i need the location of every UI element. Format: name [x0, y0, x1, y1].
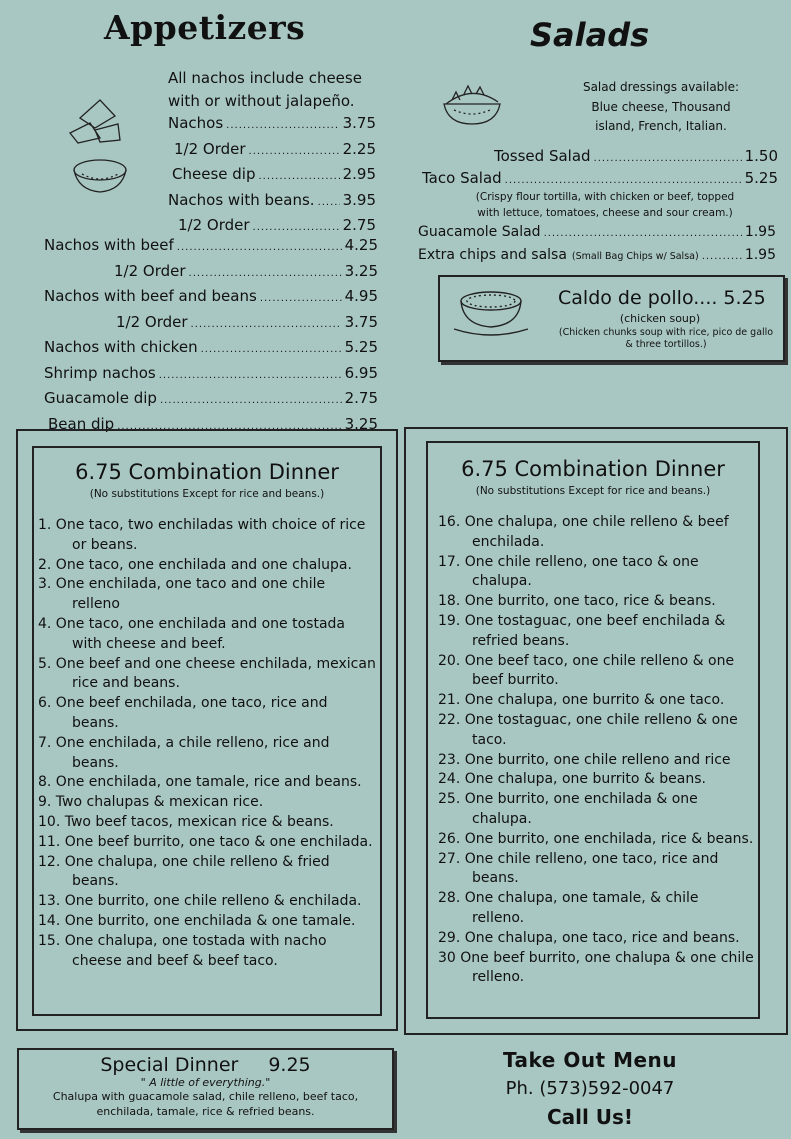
nacho-plate-icon — [60, 88, 140, 198]
soup-bowl-icon — [450, 283, 532, 339]
item-name: Nachos with beef — [44, 236, 174, 254]
menu-item — [168, 163, 376, 189]
item-name: Extra chips and salsa — [418, 247, 567, 263]
special-tagline: " A little of everything." — [140, 1076, 271, 1089]
combo-item: 3. One enchilada, one taco and one chile relleno — [38, 576, 326, 613]
item-price: 3.25 — [344, 261, 378, 280]
item-name: 1/2 Order — [114, 261, 186, 280]
leader-dots — [260, 288, 342, 311]
item-price: 4.95 — [344, 287, 378, 305]
leader-dots — [201, 339, 342, 362]
combo-left-list — [34, 500, 380, 971]
combo-item: 14. One burrito, one enchilada & one tamale. — [38, 912, 356, 929]
leader-dots — [249, 141, 340, 164]
item-name: Guacamole Salad — [418, 224, 541, 240]
caldo-box — [438, 275, 785, 362]
combo-item: 16. One chalupa, one chile relleno & beef enchilada. — [438, 514, 729, 550]
combo-left-inner — [32, 446, 382, 1016]
menu-item — [44, 387, 378, 413]
item-name: Guacamole dip — [44, 389, 157, 407]
combo-left-outer — [16, 429, 398, 1031]
item-price: 1.50 — [744, 147, 778, 165]
call-us-text: Call Us! — [546, 1105, 634, 1129]
item-price: 2.75 — [342, 216, 376, 234]
combo-title: 6.75 Combination Dinner — [461, 457, 725, 481]
item-price: 5.25 — [344, 338, 378, 356]
combo-item: 11. One beef burrito, one taco & one enchilada. — [38, 833, 373, 850]
combo-item: 5. One beef and one cheese enchilada, mexican rice and beans. — [38, 655, 376, 692]
item-price: 6.95 — [344, 363, 378, 382]
menu-item — [418, 221, 776, 246]
item-name: Nachos with beans. — [168, 190, 315, 209]
item-name: 1/2 Order — [178, 216, 250, 234]
menu-item — [44, 285, 378, 311]
salad-bowl-icon — [438, 80, 506, 128]
menu-item — [168, 189, 376, 215]
item-name: Tossed Salad — [494, 147, 591, 165]
combo-item: 8. One enchilada, one tamale, rice and beans. — [38, 774, 362, 791]
combo-item: 21. One chalupa, one burrito & one taco. — [438, 692, 725, 709]
note-line: All nachos include cheese — [168, 69, 362, 87]
special-title: Special Dinner — [100, 1054, 239, 1076]
combo-item: 17. One chile relleno, one taco & one chalupa. — [438, 553, 699, 590]
combo-item: 10. Two beef tacos, mexican rice & beans. — [38, 813, 334, 830]
item-price: 1.95 — [744, 224, 776, 240]
menu-item — [44, 260, 378, 286]
salads-heading: Salads — [530, 16, 650, 54]
item-price: 3.75 — [344, 312, 378, 331]
menu-item — [44, 336, 378, 362]
menu-item — [168, 138, 376, 164]
dressings-line: island, French, Italian. — [595, 119, 727, 133]
caldo-desc — [552, 327, 780, 351]
takeout-title: Take Out Menu — [502, 1048, 678, 1072]
combo-item: 26. One burrito, one enchilada, rice & beans. — [438, 830, 754, 847]
taco-salad-desc — [440, 189, 770, 221]
desc-line: (Chicken chunks soup with rice, pico de gallo — [558, 327, 774, 338]
leader-dots — [702, 246, 742, 269]
item-price: 1.95 — [744, 247, 776, 263]
appetizers-heading: Appetizers — [104, 8, 306, 47]
item-name: Shrimp nachos — [44, 363, 156, 382]
caldo-title: Caldo de pollo.... 5.25 — [558, 287, 766, 309]
salad-chips — [418, 244, 776, 269]
leader-dots — [191, 314, 342, 337]
item-price: 5.25 — [744, 169, 778, 187]
item-name: Nachos — [168, 114, 224, 132]
item-name: Nachos with chicken — [44, 338, 198, 356]
combo-item: 28. One chalupa, one tamale, & chile relleno. — [438, 890, 699, 926]
combo-item: 27. One chile relleno, one taco, rice and beans. — [438, 850, 719, 887]
note-line: with or without jalapeño. — [168, 92, 355, 110]
combo-right-inner — [426, 441, 760, 1019]
combo-sub: (No substitutions Except for rice and beans.) — [89, 488, 325, 500]
combo-right-header — [428, 443, 758, 497]
combo-item: 25. One burrito, one enchilada & one chalupa. — [438, 791, 698, 827]
desc-line: & three tortillos.) — [625, 339, 707, 350]
combo-left-header — [34, 448, 380, 500]
appetizer-top-list — [168, 112, 376, 240]
combo-item: 29. One chalupa, one taco, rice and beans. — [438, 929, 740, 946]
item-name: Cheese dip — [172, 165, 256, 183]
item-name: 1/2 Order — [116, 312, 188, 331]
combo-right-list — [428, 497, 758, 988]
item-name: 1/2 Order — [174, 139, 246, 158]
salad-guac — [418, 221, 776, 246]
combo-item: 18. One burrito, one taco, rice & beans. — [438, 593, 716, 610]
combo-item: 30 One beef burrito, one chalupa & one chile relleno. — [438, 949, 754, 986]
item-price: 3.75 — [342, 114, 376, 132]
takeout-phone[interactable]: Ph. (573)592-0047 — [505, 1078, 675, 1099]
item-price: 3.95 — [342, 190, 376, 209]
desc-line: (Crispy flour tortilla, with chicken or beef, topped — [475, 191, 735, 203]
combo-item: 6. One beef enchilada, one taco, rice and beans. — [38, 695, 328, 731]
combo-item: 22. One tostaguac, one chile relleno & one taco. — [438, 711, 738, 748]
item-name: Taco Salad — [422, 169, 502, 187]
combo-item: 15. One chalupa, one tostada with nacho cheese and beef & beef taco. — [38, 932, 327, 969]
desc-line: Chalupa with guacamole salad, chile relleno, beef taco, — [52, 1090, 359, 1103]
item-note: (Small Bag Chips w/ Salsa) — [571, 251, 699, 262]
combo-sub: (No substitutions Except for rice and beans.) — [475, 485, 711, 497]
combo-item: 7. One enchilada, a chile relleno, rice and beans. — [38, 734, 330, 771]
leader-dots — [189, 263, 342, 286]
special-dinner-box — [17, 1048, 394, 1130]
leader-dots — [544, 223, 742, 246]
menu-item — [418, 244, 776, 269]
takeout-block — [470, 1048, 710, 1129]
menu-item — [44, 311, 378, 337]
menu-item — [168, 112, 376, 138]
item-price: 3.25 — [344, 414, 378, 433]
dressings-line: Salad dressings available: — [582, 80, 740, 94]
item-price: 2.75 — [344, 389, 378, 407]
leader-dots — [160, 390, 342, 413]
desc-line: with lettuce, tomatoes, cheese and sour cream.) — [477, 207, 733, 219]
dressings-line: Blue cheese, Thousand — [591, 99, 731, 114]
combo-item: 4. One taco, one enchilada and one tostada with cheese and beef. — [38, 615, 346, 652]
leader-dots — [159, 365, 342, 388]
combo-item: 2. One taco, one enchilada and one chalupa. — [38, 556, 352, 573]
leader-dots — [318, 192, 340, 215]
combo-item: 24. One chalupa, one burrito & beans. — [438, 771, 706, 788]
leader-dots — [258, 166, 339, 189]
combo-item: 12. One chalupa, one chile relleno & fried beans. — [38, 853, 330, 890]
combo-title: 6.75 Combination Dinner — [75, 460, 339, 484]
menu-item — [44, 234, 378, 260]
combo-item: 1. One taco, two enchiladas with choice of rice or beans. — [38, 517, 366, 553]
caldo-sub: (chicken soup) — [619, 312, 701, 325]
leader-dots — [226, 115, 339, 138]
combo-item: 20. One beef taco, one chile relleno & one beef burrito. — [438, 652, 735, 689]
desc-line: enchilada, tamale, rice & refried beans. — [96, 1105, 315, 1118]
special-price: 9.25 — [268, 1054, 311, 1076]
item-name: Bean dip — [48, 414, 115, 433]
combo-item: 9. Two chalupas & mexican rice. — [38, 794, 264, 811]
appetizer-list — [44, 234, 378, 438]
special-title-row — [19, 1054, 392, 1076]
item-price: 2.95 — [342, 165, 376, 183]
combo-item: 23. One burrito, one chile relleno and rice — [438, 751, 731, 768]
item-price: 4.25 — [344, 236, 378, 254]
combo-right-outer — [404, 427, 788, 1035]
menu-item — [44, 362, 378, 388]
leader-dots — [177, 237, 342, 260]
item-name: Nachos with beef and beans — [44, 287, 257, 305]
dressings-note — [566, 78, 756, 137]
item-price: 2.25 — [342, 139, 376, 158]
combo-item: 19. One tostaguac, one beef enchilada & refried beans. — [438, 612, 726, 649]
nachos-note — [168, 67, 388, 113]
special-desc — [19, 1089, 392, 1119]
combo-item: 13. One burrito, one chile relleno & enchilada. — [38, 893, 362, 910]
